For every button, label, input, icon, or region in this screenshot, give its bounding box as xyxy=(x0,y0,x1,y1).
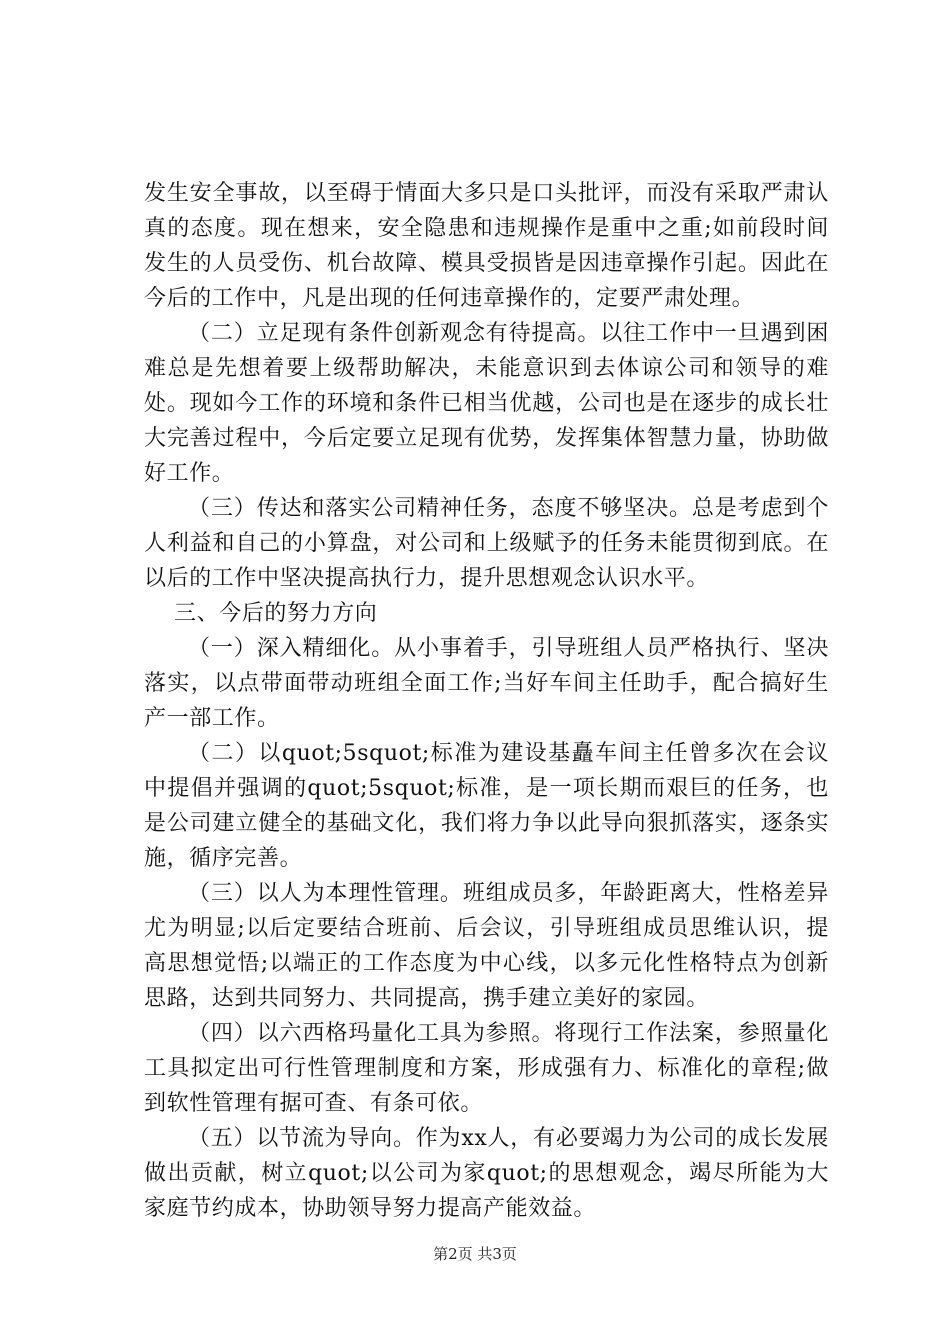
paragraph-innovation: （二）立足现有条件创新观念有待提高。以往工作中一旦遇到困难总是先想着要上级帮助解决，未能意识到去体谅公司和领导的难处。现如今工作的环境和条件已相当优越，公司也是在逐步的成长壮大完善过程中，今后定要立足现有优势，发挥集体智慧力量，协助做好工作。 xyxy=(144,321,829,486)
paragraph-continuation: 发生安全事故，以至碍于情面大多只是口头批评，而没有采取严肃认真的态度。现在想来，安全隐患和违规操作是重中之重;如前段时间发生的人员受伤、机台故障、模具受损皆是因违章操作引起。因此在今后的工作中，凡是出现的任何违章操作的，定要严肃处理。 xyxy=(144,181,829,311)
paragraph-5s-standard: （二）以quot;5squot;标准为建设基矗车间主任曾多次在会议中提倡并强调的quot;5squot;标准，是一项长期而艰巨的任务，也是公司建立健全的基础文化，我们将力争以此导向狠抓落实，逐条实施，循序完善。 xyxy=(144,741,829,871)
paragraph-refinement: （一）深入精细化。从小事着手，引导班组人员严格执行、坚决落实，以点带面带动班组全面工作;当好车间主任助手，配合搞好生产一部工作。 xyxy=(144,636,829,731)
section-heading-future-direction: 三、今后的努力方向 xyxy=(174,601,378,626)
paragraph-six-sigma: （四）以六西格玛量化工具为参照。将现行工作法案，参照量化工具拟定出可行性管理制度和方案，形成强有力、标准化的章程;做到软性管理有据可查、有条可依。 xyxy=(144,1021,829,1116)
paragraph-people-oriented: （三）以人为本理性管理。班组成员多，年龄距离大，性格差异尤为明显;以后定要结合班前、后会议，引导班组成员思维认识，提高思想觉悟;以端正的工作态度为中心线，以多元化性格特点为创新思路，达到共同努力、共同提高，携手建立美好的家园。 xyxy=(144,881,829,1011)
paragraph-execution: （三）传达和落实公司精神任务，态度不够坚决。总是考虑到个人利益和自己的小算盘，对公司和上级赋予的任务未能贯彻到底。在以后的工作中坚决提高执行力，提升思想观念认识水平。 xyxy=(144,496,829,591)
page-footer xyxy=(0,1244,950,1264)
document-body xyxy=(144,176,829,1226)
paragraph-cost-saving: （五）以节流为导向。作为xx人，有必要竭力为公司的成长发展做出贡献，树立quot;以公司为家quot;的思想观念，竭尽所能为大家庭节约成本，协助领导努力提高产能效益。 xyxy=(144,1126,829,1221)
page-number-label: 第2页 共3页 xyxy=(433,1245,517,1263)
